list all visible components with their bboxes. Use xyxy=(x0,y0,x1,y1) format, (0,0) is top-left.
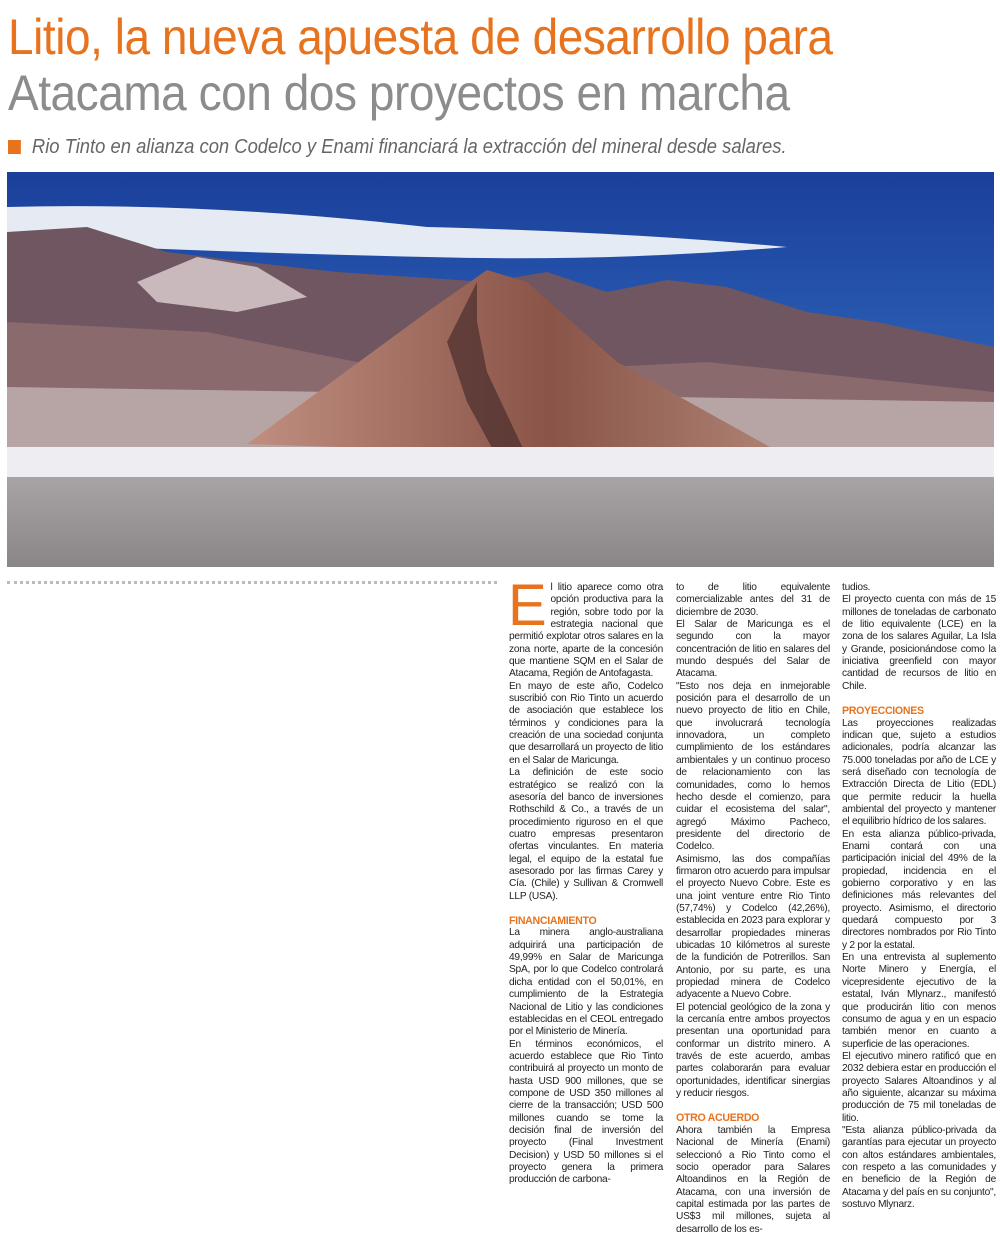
paragraph-text: El Salar de Maricunga es el segundo con la mayor concentración de litio en salares del mundo después del Salar de Atacama. xyxy=(676,619,830,680)
subheadline xyxy=(8,136,787,159)
article-photo xyxy=(7,172,994,567)
article-paragraph xyxy=(842,1051,996,1125)
article-paragraph xyxy=(842,582,996,594)
article-column-2 xyxy=(676,582,830,1236)
section-heading xyxy=(676,1112,830,1125)
paragraph-text: Las proyecciones realizadas indican que, sujeto a estudios adicionales, podría alcanzar las 75.000 toneladas por año de LCE y será diseñado con tecnología de Extracción Directa de Litio (EDL) que permite reducir la huella ambiental del proyecto y mantener el equilibrio hídrico de los salares. xyxy=(842,717,996,828)
article-paragraph xyxy=(842,594,996,693)
paragraph-text: El potencial geológico de la zona y la cercanía entre ambos proyectos presentan una oportunidad para conformar un distrito minero. A través de este acuerdo, ambas partes colaborarán para evaluar oportunidades, identificar sinergias y reducir riesgos. xyxy=(676,1001,830,1100)
article-paragraph xyxy=(676,619,830,681)
article-paragraph xyxy=(842,1125,996,1211)
section-heading xyxy=(842,705,996,718)
paragraph-text: Ahora también la Empresa Nacional de Minería (Enami) seleccionó a Rio Tinto como el socio operador para Salares Altoandinos en la Región de Atacama, con una inversión de capital estimada por las partes de US$3 mil millones, sujeta al desarrollo de los es- xyxy=(676,1124,830,1235)
orange-square-bullet-icon xyxy=(8,140,21,154)
article-paragraph xyxy=(842,718,996,829)
article-paragraph xyxy=(842,829,996,952)
article-paragraph xyxy=(676,1002,830,1101)
article-paragraph xyxy=(676,681,830,854)
paragraph-text: La definición de este socio estratégico se realizó con la asesoría del banco de inversiones Rothschild & Co., a través de un procedimiento riguroso en el que cuatro empresas presentaron ofertas vinculantes. En materia legal, el equipo de la estatal fue asesorado por las firmas Carey y Cía. (Chile) y Sullivan & Cromwell LLP (USA). xyxy=(509,767,663,902)
paragraph-text: En esta alianza público-privada, Enami contará con una participación inicial del 49% de la propiedad, incidencia en el gobierno corporativo y en las definiciones más relevantes del proyecto. Asimismo, el directorio quedará compuesto por 3 directores nombrados por Rio Tinto y 2 por la estatal. xyxy=(842,828,996,951)
paragraph-text: Asimismo, las dos compañías firmaron otro acuerdo para impulsar el proyecto Nuevo Cobre. Este es una joint venture entre Rio Tinto (57,74%) y Codelco (42,26%), establecida en 2023 para explorar y desarrollar propiedades mineras ubicadas 10 kilómetros al sureste de la fundición de Potrerillos. San Antonio, por su parte, es una propiedad minera de Codelco adyacente a Nuevo Cobre. xyxy=(676,853,830,1001)
drop-cap: E xyxy=(508,573,547,638)
paragraph-text: tudios. xyxy=(842,582,871,593)
article-paragraph xyxy=(509,681,663,767)
article-paragraph xyxy=(509,927,663,1038)
article-paragraph xyxy=(842,952,996,1051)
article-paragraph xyxy=(676,1125,830,1236)
article-paragraph xyxy=(509,1039,663,1187)
paragraph-text: El proyecto cuenta con más de 15 millones de toneladas de carbonato de litio equivalente (LCE) en la zona de los salares Aguilar, La Isla y Grande, posicionándose como la iniciativa greenfield con mayor cantidad de recursos de litio en Chile. xyxy=(842,594,996,692)
dotted-divider xyxy=(7,581,497,584)
paragraph-text: PROYECCIONES xyxy=(842,705,924,718)
article-paragraph xyxy=(676,854,830,1002)
article-paragraph xyxy=(509,767,663,903)
subheadline-text: Rio Tinto en alianza con Codelco y Enami financiará la extracción del mineral desde salares. xyxy=(31,136,787,158)
article-column-3 xyxy=(842,582,996,1211)
paragraph-text: FINANCIAMIENTO xyxy=(509,914,597,927)
paragraph-text: La minera anglo-australiana adquirirá una participación de 49,99% en Salar de Maricunga SpA, por lo que Codelco controlará dicha entidad con el 50,01%, en cumplimiento de la Estrategia Nacional de Litio y las condiciones establecidas en el CEOL entregado por el Ministerio de Minería. xyxy=(509,927,663,1038)
section-heading xyxy=(509,915,663,928)
paragraph-text: "Esta alianza público-privada da garantías para ejecutar un proyecto con altos estándares ambientales, con respeto a las comunidades y en beneficio de la Región de Atacama y del país en su conjunto", sostuvo Mlynarz. xyxy=(842,1124,996,1210)
paragraph-text: OTRO ACUERDO xyxy=(676,1112,760,1125)
article-column-1 xyxy=(508,573,663,1187)
paragraph-text: En mayo de este año, Codelco suscribió con Rio Tinto un acuerdo de asociación que establece los términos y condiciones para la creación de una sociedad conjunta que desarrollará un proyecto de litio en el Salar de Maricunga. xyxy=(509,680,663,766)
paragraph-text: to de litio equivalente comercializable antes del 31 de diciembre de 2030. xyxy=(676,582,830,618)
paragraph-text: En términos económicos, el acuerdo establece que Rio Tinto contribuirá al proyecto un monto de hasta USD 900 millones, que se compone de USD 350 millones al cierre de la transacción; USD 500 millones cuando se tome la decisión final de inversión del proyecto (Final Investment Decision) y USD 50 millones si el proyecto genera la primera producción de carbona- xyxy=(509,1038,663,1186)
paragraph-text: En una entrevista al suplemento Norte Minero y Energía, el vicepresidente ejecutivo de la estatal, Iván Mlynarz., manifestó que producirán litio con menos consumo de agua y en un espacio también menor en cuanto a superficie de las operaciones. xyxy=(842,952,996,1050)
paragraph-text: l litio aparece como otra opción productiva para la región, sobre todo por la estrategia nacional que permitió explotar otros salares en la zona norte, aparte de la concesión que mantiene SQM en el Salar de Atacama, Región de Antofagasta. xyxy=(509,582,663,680)
paragraph-text: "Esto nos deja en inmejorable posición para el desarrollo de un nuevo proyecto de litio en Chile, que involucrará tecnología innovadora, un completo cumplimiento de los estándares ambientales y un continuo proceso de relacionamiento con las comunidades, como lo hemos hecho desde el comienzo, para cuidar el ecosistema del salar", agregó Máximo Pacheco, presidente del directorio de Codelco. xyxy=(676,680,830,853)
paragraph-text: El ejecutivo minero ratificó que en 2032 debiera estar en producción el proyecto Salares Altoandinos y al año siguiente, alcanzar su máxima producción de 75 mil toneladas de litio. xyxy=(842,1050,996,1124)
article-paragraph xyxy=(508,573,663,681)
article-paragraph xyxy=(676,582,830,619)
headline-line-1: Litio, la nueva apuesta de desarrollo para xyxy=(8,9,833,65)
headline-line-2: Atacama con dos proyectos en marcha xyxy=(8,65,790,121)
